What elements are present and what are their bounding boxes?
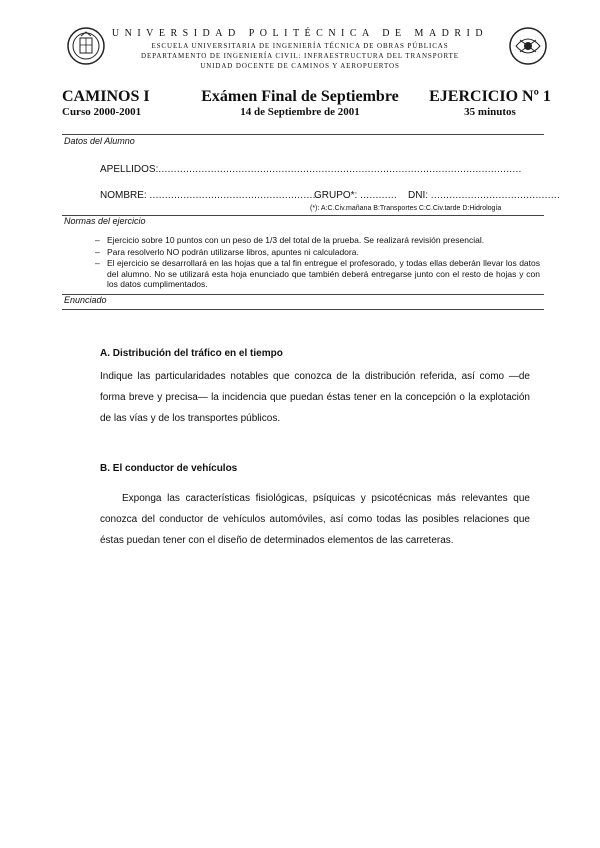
question-b-title: B. El conductor de vehículos (100, 463, 238, 474)
student-section-label: Datos del Alumno (64, 136, 135, 146)
divider (62, 294, 544, 295)
divider (62, 134, 544, 135)
rule-item: – Ejercicio sobre 10 puntos con un peso de 1/3 del total de la prueba. Se realizará revisión presencial. (95, 235, 540, 246)
course-title: CAMINOS I (62, 88, 150, 105)
question-a-text: Indique las particularidades notables que conozca de la distribución referida, así como —de forma breve y precisa— la incidencia que puedan éstas tener en la concepción o la explotación de las vías y de los transportes públicos. (100, 371, 530, 424)
exam-date: 14 de Septiembre de 2001 (240, 106, 360, 118)
course-year: Curso 2000-2001 (62, 106, 142, 118)
rules-list (95, 235, 540, 291)
name-label: NOMBRE: (100, 190, 147, 201)
surname-field[interactable] (100, 164, 522, 175)
statement-section-label: Enunciado (64, 295, 107, 305)
dni-field[interactable] (408, 190, 560, 201)
group-field[interactable] (314, 190, 397, 201)
name-field[interactable] (100, 190, 319, 201)
dni-blank[interactable]: .......................................... (430, 190, 561, 201)
name-blank[interactable]: ....................................................... (149, 190, 319, 201)
rule-item: – Para resolverlo NO podrán utilizarse libros, apuntes ni calculadora. (95, 247, 540, 258)
question-b-text: Exponga las características fisiológicas, psíquicas y psicotécnicas más relevantes que conozca del conductor de vehículos automóviles, así como todas las posibles relaciones que éstas puedan tener con el diseño de determinados elementos de las carreteras. (100, 493, 530, 546)
surname-label: APELLIDOS: (100, 164, 159, 175)
group-legend: (*): A:C.Civ.mañana B:Transportes C:C.Civ.tarde D:Hidrología (310, 205, 502, 212)
rules-section-label: Normas del ejercicio (64, 216, 146, 226)
school-name: ESCUELA UNIVERSITARIA DE INGENIERÍA TÉCNICA DE OBRAS PÚBLICAS (151, 42, 449, 50)
rule-item: – El ejercicio se desarrollará en las hojas que a tal fin entregue el profesorado, y todas ellas deberán llevar los datos del alumno. No se utilizará esta hoja enunciado que también deberá entregarse junto con el resto de hojas y con los datos cumplimentados. (95, 258, 540, 290)
dni-label: DNI: (408, 190, 428, 201)
group-label: GRUPO*: (314, 190, 358, 201)
school-crest-icon (508, 26, 548, 66)
department-name: DEPARTAMENTO DE INGENIERÍA CIVIL: INFRAESTRUCTURA DEL TRANSPORTE (141, 52, 459, 60)
question-a-title: A. Distribución del tráfico en el tiempo (100, 348, 283, 359)
unit-name: UNIDAD DOCENTE DE CAMINOS Y AEROPUERTOS (200, 62, 400, 70)
exercise-number: EJERCICIO Nº 1 (429, 88, 551, 105)
exam-title: Exámen Final de Septiembre (201, 88, 399, 105)
exam-duration: 35 minutos (464, 106, 516, 118)
divider (62, 309, 544, 310)
surname-blank[interactable]: ...................................................................................................................... (158, 164, 522, 175)
university-name: UNIVERSIDAD POLITÉCNICA DE MADRID (111, 28, 489, 39)
group-blank[interactable]: ............ (360, 190, 398, 201)
